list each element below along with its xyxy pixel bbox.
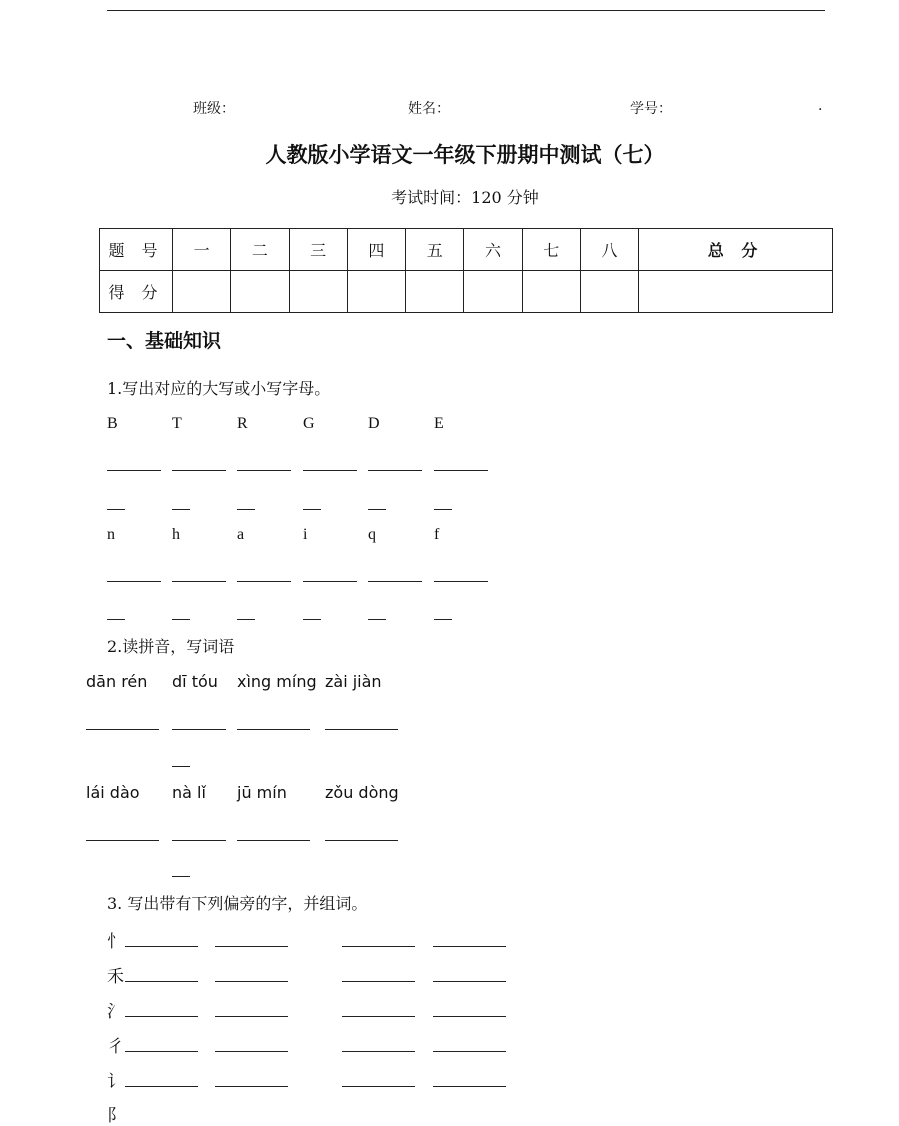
score-input-1[interactable] <box>173 271 231 313</box>
answer-blank[interactable] <box>172 729 226 730</box>
answer-blank[interactable] <box>433 981 506 982</box>
radical: 阝 <box>107 1106 124 1126</box>
answer-blank[interactable] <box>325 729 398 730</box>
answer-blank[interactable] <box>125 1016 198 1017</box>
letter-B: B <box>107 415 118 432</box>
answer-blank-tail <box>368 509 386 510</box>
answer-blank-tail <box>434 509 452 510</box>
letter-D: D <box>368 415 380 432</box>
answer-blank-tail <box>172 876 190 877</box>
score-input-5[interactable] <box>406 271 464 313</box>
score-input-3[interactable] <box>289 271 347 313</box>
answer-blank[interactable] <box>237 470 291 471</box>
score-input-total[interactable] <box>639 271 833 313</box>
pinyin-word: zǒu dòng <box>325 783 399 802</box>
score-input-8[interactable] <box>580 271 638 313</box>
radical: 彳 <box>107 1037 124 1057</box>
answer-blank[interactable] <box>342 1086 415 1087</box>
pinyin-word: dī tóu <box>172 672 218 691</box>
answer-blank[interactable] <box>107 470 161 471</box>
cell-section-4: 四 <box>347 229 405 271</box>
answer-blank[interactable] <box>237 581 291 582</box>
answer-blank[interactable] <box>325 840 398 841</box>
pinyin-word: nà lǐ <box>172 783 206 802</box>
answer-blank[interactable] <box>342 1051 415 1052</box>
answer-blank[interactable] <box>215 981 288 982</box>
answer-blank[interactable] <box>215 1086 288 1087</box>
section-1-title: 一、基础知识 <box>107 330 222 352</box>
letter-a: a <box>237 526 245 543</box>
exam-time: 考试时间：120 分钟 <box>391 188 539 207</box>
answer-blank[interactable] <box>433 1016 506 1017</box>
answer-blank-tail <box>237 509 255 510</box>
answer-blank[interactable] <box>303 581 357 582</box>
answer-blank[interactable] <box>237 729 310 730</box>
answer-blank-tail <box>172 619 190 620</box>
answer-blank-tail <box>107 509 125 510</box>
header-dot: . <box>818 98 823 114</box>
answer-blank[interactable] <box>433 1086 506 1087</box>
answer-blank[interactable] <box>434 581 488 582</box>
question-3-text: 3. 写出带有下列偏旁的字，并组词。 <box>107 894 368 913</box>
score-table-score-row <box>100 271 833 313</box>
answer-blank[interactable] <box>237 840 310 841</box>
cell-section-3: 三 <box>289 229 347 271</box>
letter-i: i <box>303 526 308 543</box>
answer-blank[interactable] <box>342 946 415 947</box>
answer-blank[interactable] <box>172 581 226 582</box>
answer-blank[interactable] <box>342 1016 415 1017</box>
answer-blank[interactable] <box>433 1051 506 1052</box>
letter-h: h <box>172 526 180 543</box>
letter-q: q <box>368 526 376 543</box>
letter-T: T <box>172 415 182 432</box>
letter-f: f <box>434 526 440 543</box>
cell-score-label: 得 分 <box>100 271 173 313</box>
pinyin-word: jū mín <box>237 783 287 802</box>
answer-blank[interactable] <box>86 840 159 841</box>
name-label: 姓名： <box>408 101 450 117</box>
cell-total: 总 分 <box>639 229 833 271</box>
cell-section-7: 七 <box>522 229 580 271</box>
pinyin-word: lái dào <box>86 783 140 802</box>
student-id-label: 学号： <box>630 101 672 117</box>
radical: 讠 <box>107 1072 124 1092</box>
letter-E: E <box>434 415 444 432</box>
answer-blank[interactable] <box>125 1051 198 1052</box>
letter-G: G <box>303 415 315 432</box>
class-label: 班级： <box>193 101 235 117</box>
answer-blank[interactable] <box>303 470 357 471</box>
score-input-4[interactable] <box>347 271 405 313</box>
radical: 忄 <box>107 932 124 952</box>
pinyin-word: xìng míng <box>237 672 317 691</box>
cell-question-number: 题 号 <box>100 229 173 271</box>
answer-blank[interactable] <box>368 581 422 582</box>
score-input-2[interactable] <box>231 271 289 313</box>
score-input-6[interactable] <box>464 271 522 313</box>
answer-blank-tail <box>172 766 190 767</box>
answer-blank[interactable] <box>172 840 226 841</box>
answer-blank[interactable] <box>172 470 226 471</box>
answer-blank-tail <box>237 619 255 620</box>
answer-blank-tail <box>107 619 125 620</box>
answer-blank[interactable] <box>215 1016 288 1017</box>
answer-blank[interactable] <box>215 1051 288 1052</box>
answer-blank[interactable] <box>433 946 506 947</box>
answer-blank[interactable] <box>368 470 422 471</box>
score-table-header-row <box>100 229 833 271</box>
page-title: 人教版小学语文一年级下册期中测试（七） <box>265 142 665 167</box>
answer-blank[interactable] <box>215 946 288 947</box>
answer-blank-tail <box>303 509 321 510</box>
cell-section-6: 六 <box>464 229 522 271</box>
answer-blank-tail <box>368 619 386 620</box>
cell-section-8: 八 <box>580 229 638 271</box>
pinyin-word: zài jiàn <box>325 672 382 691</box>
answer-blank-tail <box>303 619 321 620</box>
answer-blank[interactable] <box>125 981 198 982</box>
answer-blank[interactable] <box>434 470 488 471</box>
cell-section-5: 五 <box>406 229 464 271</box>
radical: 禾 <box>107 967 124 987</box>
pinyin-word: dān rén <box>86 672 148 691</box>
score-table <box>99 228 833 313</box>
answer-blank-tail <box>434 619 452 620</box>
radical: 氵 <box>107 1002 124 1022</box>
answer-blank[interactable] <box>125 1086 198 1087</box>
answer-blank[interactable] <box>125 946 198 947</box>
question-1-text: 1.写出对应的大写或小写字母。 <box>107 379 331 398</box>
letter-R: R <box>237 415 248 432</box>
question-2-text: 2.读拼音，写词语 <box>107 637 235 656</box>
answer-blank[interactable] <box>342 981 415 982</box>
letter-n: n <box>107 526 115 543</box>
top-rule <box>107 10 825 11</box>
cell-section-1: 一 <box>173 229 231 271</box>
answer-blank[interactable] <box>107 581 161 582</box>
cell-section-2: 二 <box>231 229 289 271</box>
answer-blank-tail <box>172 509 190 510</box>
score-input-7[interactable] <box>522 271 580 313</box>
answer-blank[interactable] <box>86 729 159 730</box>
